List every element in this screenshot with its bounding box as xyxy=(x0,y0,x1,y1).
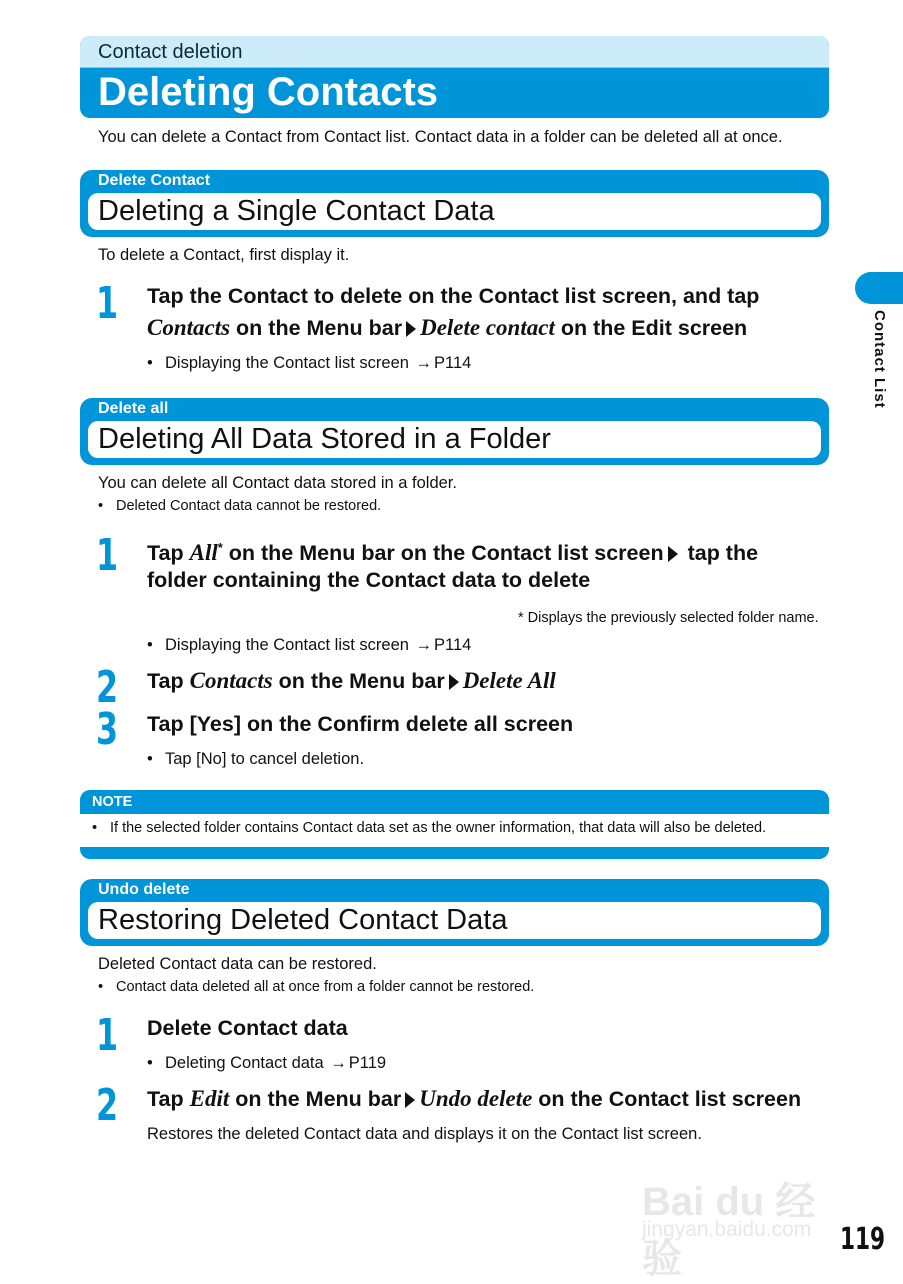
side-tab-label: Contact List xyxy=(871,310,888,409)
page-number: 119 xyxy=(840,1222,886,1257)
step-text: Tap [Yes] on the Confirm delete all screen xyxy=(147,712,574,736)
step-text: folder containing the Contact data to delete xyxy=(147,568,591,592)
menu-label: Delete contact xyxy=(420,315,555,340)
step-text: Tap Edit on the Menu bar Undo delete on the Contact list screen xyxy=(147,1086,802,1111)
section-title: Restoring Deleted Contact Data xyxy=(98,904,508,936)
page-reference: P114 xyxy=(434,354,472,372)
arrow-right-icon xyxy=(668,546,678,562)
watermark-logo: Bai du 经验 xyxy=(642,1180,816,1281)
note-label: NOTE xyxy=(92,794,133,810)
menu-label: Undo delete xyxy=(419,1086,533,1111)
section-tag: Undo delete xyxy=(98,881,190,898)
reference-arrow-icon: → xyxy=(415,354,433,372)
arrow-right-icon xyxy=(406,321,416,337)
side-tab xyxy=(855,272,903,304)
step-text: Delete Contact data xyxy=(147,1016,348,1040)
step-bullet: • Displaying the Contact list screen → P114 xyxy=(165,352,471,374)
page-header xyxy=(80,36,829,118)
menu-label: All xyxy=(189,540,218,566)
step-bullet: • Deleting Contact data → P119 xyxy=(165,1052,386,1074)
page-title: Deleting Contacts xyxy=(98,70,439,114)
step-text: Tap All* on the Menu bar on the Contact list screen tap the xyxy=(147,540,759,566)
section-lead: Deleted Contact data can be restored. xyxy=(98,955,377,973)
section-undo-delete xyxy=(80,879,829,946)
section-delete-contact xyxy=(80,170,829,237)
menu-label: Contacts xyxy=(147,315,231,340)
section-tag: Delete all xyxy=(98,400,169,417)
menu-label: Contacts xyxy=(189,668,273,693)
section-tag: Delete Contact xyxy=(98,172,211,189)
step-text: Contacts on the Menu bar Delete contact on the Edit screen xyxy=(147,315,748,340)
step-bullet: • Tap [No] to cancel deletion. xyxy=(165,748,364,770)
section-title: Deleting All Data Stored in a Folder xyxy=(98,423,551,455)
step-number: 1 xyxy=(96,1010,119,1061)
step-text: Tap Contacts on the Menu bar Delete All xyxy=(147,668,556,693)
step-number: 2 xyxy=(96,662,119,713)
section-lead: You can delete all Contact data stored in a folder. xyxy=(98,474,457,492)
note-header xyxy=(80,790,829,814)
page-kicker: Contact deletion xyxy=(80,36,829,68)
lead-bullet: • Deleted Contact data cannot be restored. xyxy=(116,496,381,516)
step-bullet: • Displaying the Contact list screen → P114 xyxy=(165,634,471,656)
page-reference: P114 xyxy=(434,636,472,654)
watermark xyxy=(640,1150,850,1281)
note-footer xyxy=(80,847,829,859)
lead-bullet: • Contact data deleted all at once from a folder cannot be restored. xyxy=(116,977,534,997)
menu-label: Edit xyxy=(189,1086,230,1111)
section-title: Deleting a Single Contact Data xyxy=(98,195,495,227)
arrow-right-icon xyxy=(449,674,459,690)
arrow-right-icon xyxy=(405,1092,415,1108)
step-number: 3 xyxy=(96,704,119,755)
page-reference: P119 xyxy=(348,1054,387,1072)
step-text: Tap the Contact to delete on the Contact list screen, and tap xyxy=(147,284,760,308)
section-lead: To delete a Contact, first display it. xyxy=(98,246,350,264)
intro-text: You can delete a Contact from Contact list. Contact data in a folder can be deleted all at once. xyxy=(98,128,783,146)
step-number: 1 xyxy=(96,530,119,581)
step-description: Restores the deleted Contact data and displays it on the Contact list screen. xyxy=(147,1125,702,1143)
footnote: * Displays the previously selected folder name. xyxy=(518,610,819,626)
note-text: • If the selected folder contains Contact data set as the owner information, that data will also be deleted. xyxy=(110,818,766,838)
step-number: 1 xyxy=(96,278,119,329)
reference-arrow-icon: → xyxy=(415,636,433,654)
watermark-url: jingyan.baidu.com xyxy=(642,1218,812,1241)
section-delete-all xyxy=(80,398,829,465)
reference-arrow-icon: → xyxy=(330,1054,347,1072)
step-number: 2 xyxy=(96,1080,119,1131)
menu-label: Delete All xyxy=(462,668,556,693)
